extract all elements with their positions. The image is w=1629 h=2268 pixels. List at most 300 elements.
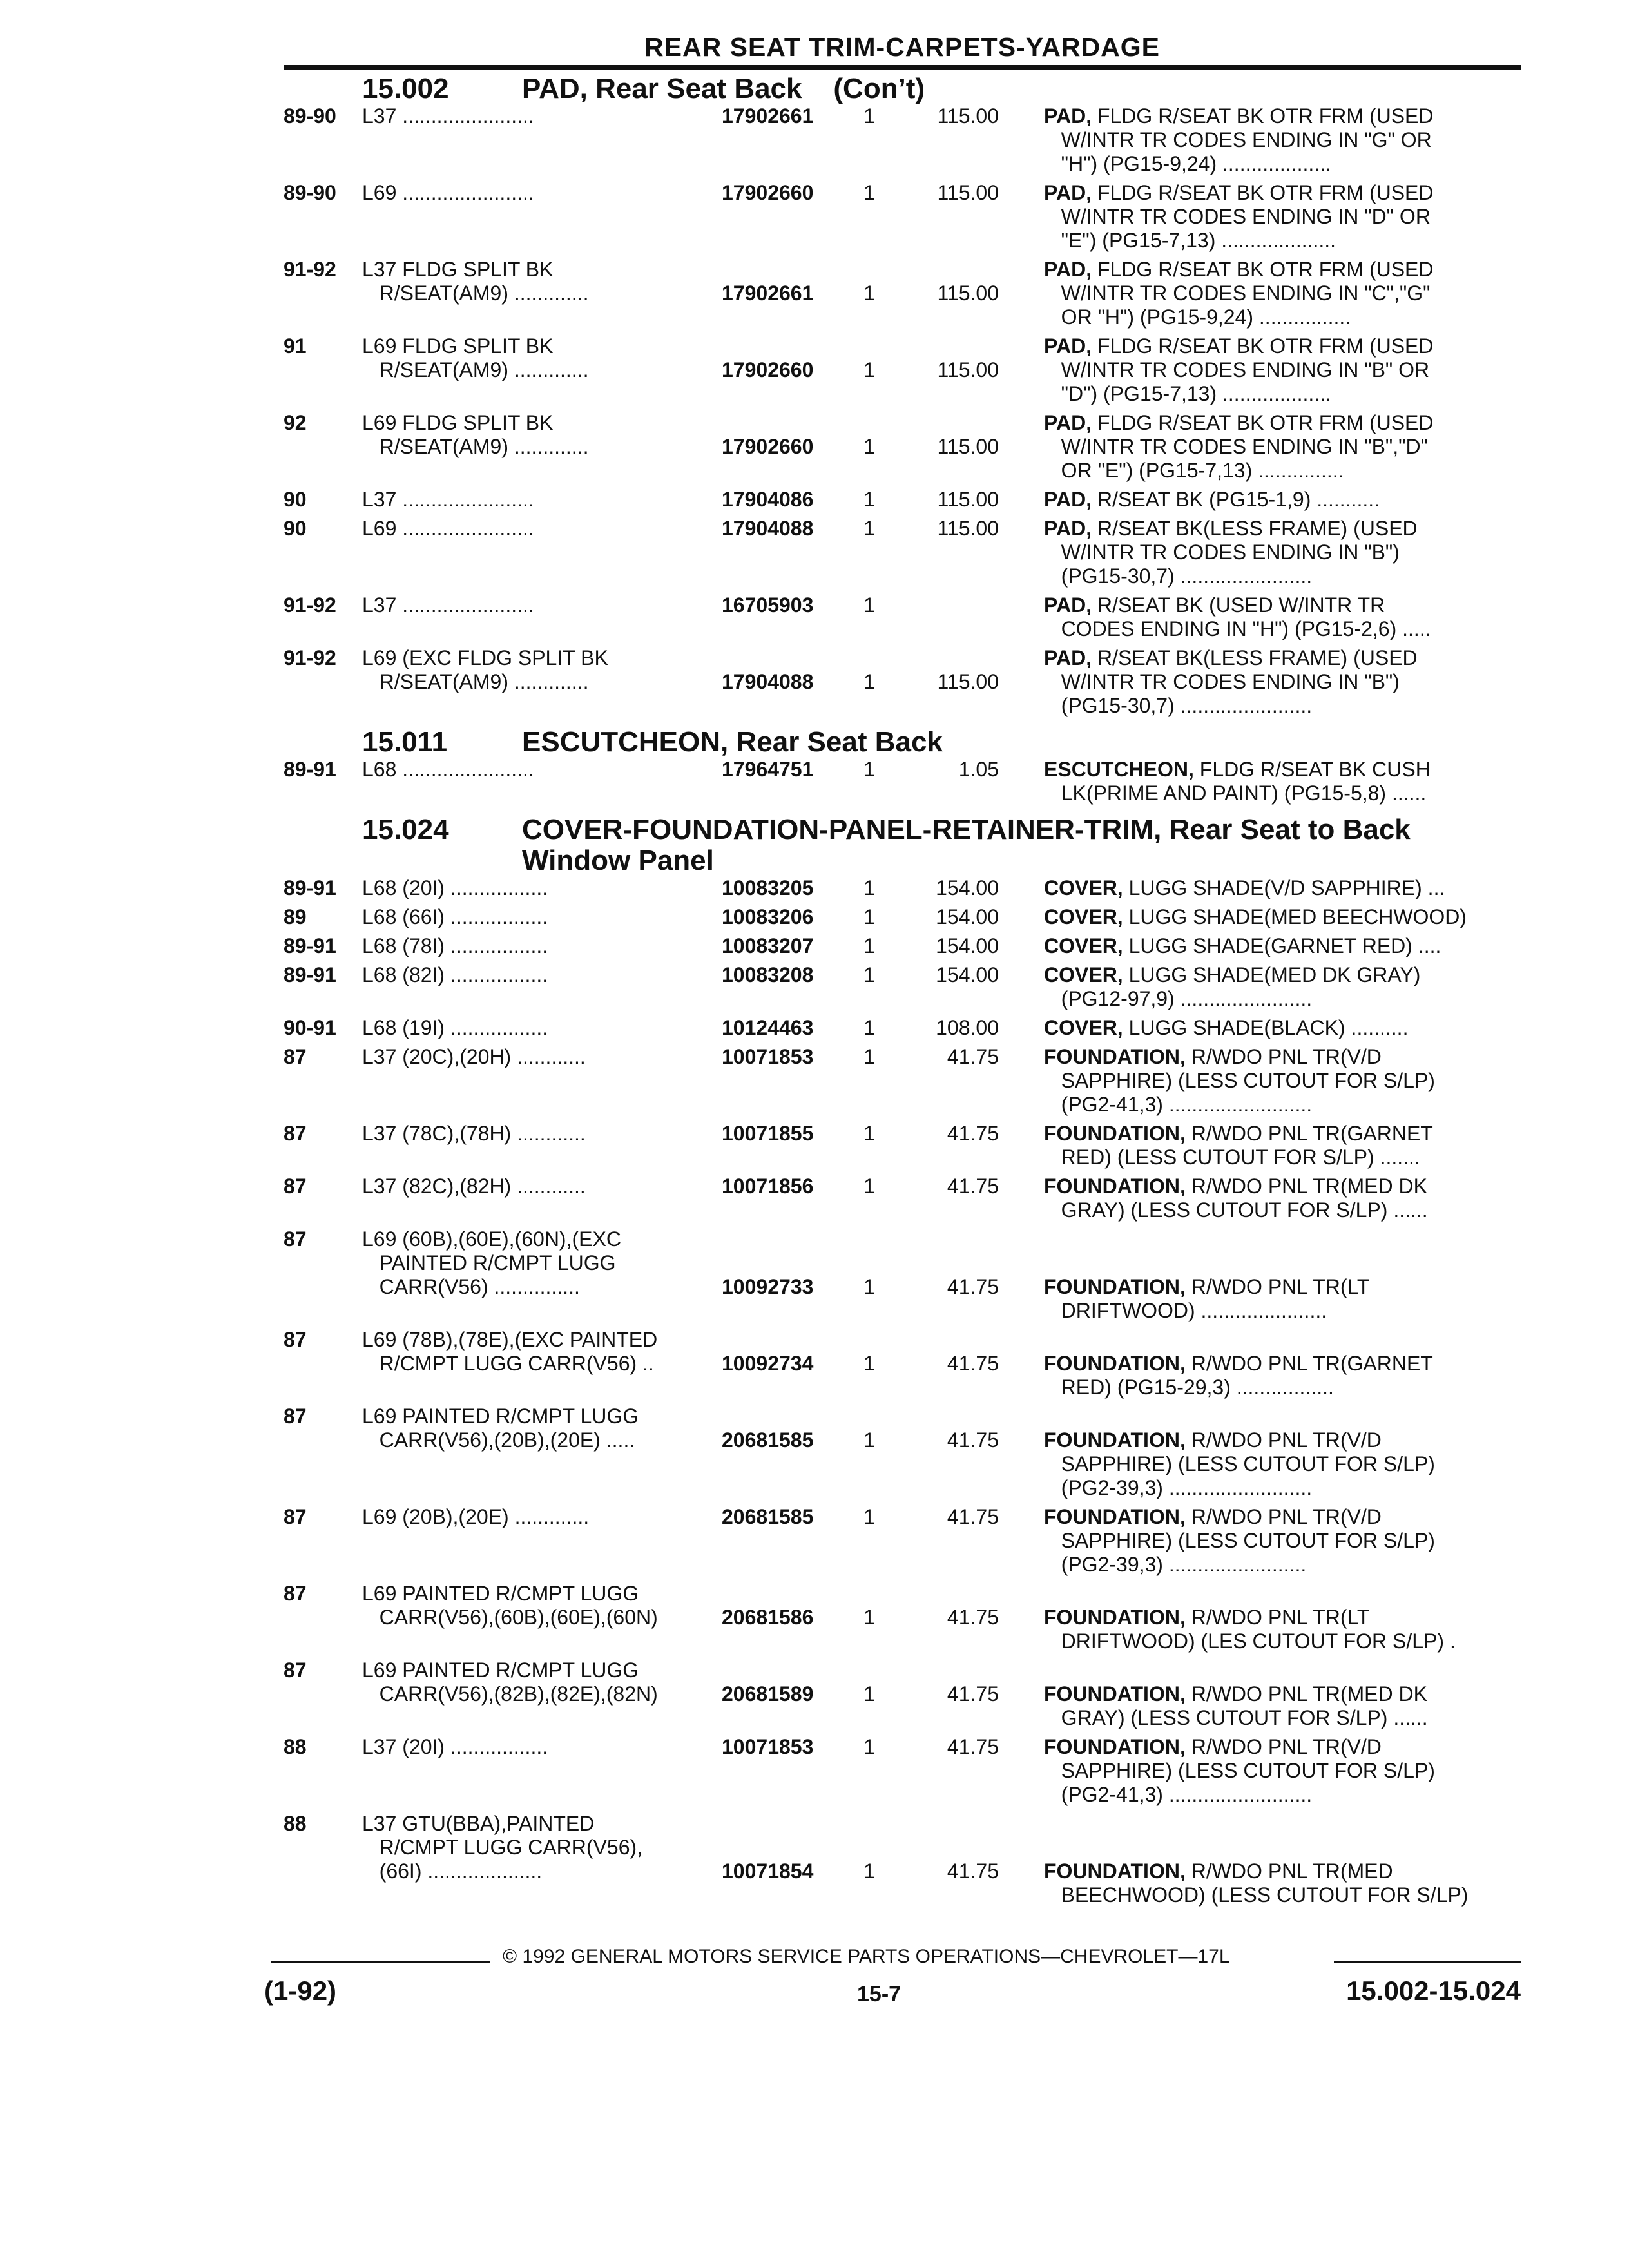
description-line bbox=[1044, 1529, 1521, 1553]
price: 115.00 bbox=[937, 435, 999, 458]
model-line: (66I) .................... bbox=[362, 1860, 543, 1883]
description-text: OR "H") (PG15-9,24) ................ bbox=[1044, 305, 1351, 329]
description-line bbox=[1044, 1275, 1521, 1299]
description-text: W/INTR TR CODES ENDING IN "B") bbox=[1044, 670, 1400, 693]
description-line bbox=[1044, 1759, 1521, 1783]
price: 41.75 bbox=[947, 1428, 999, 1452]
description-text: GRAY) (LESS CUTOUT FOR S/LP) ...... bbox=[1044, 1706, 1428, 1729]
description-line bbox=[1044, 1146, 1521, 1169]
model-application bbox=[362, 488, 715, 512]
section-number: 15.011 bbox=[362, 726, 448, 758]
part-description bbox=[1044, 258, 1521, 329]
quantity: 1 bbox=[863, 1735, 875, 1758]
quantity: 1 bbox=[863, 181, 875, 204]
description-line bbox=[1044, 205, 1521, 229]
quantity: 1 bbox=[863, 1352, 875, 1375]
part-description bbox=[1044, 411, 1521, 483]
description-line bbox=[1044, 334, 1521, 358]
parts-entry-row bbox=[284, 1405, 1521, 1505]
model-line: L68 (82I) ................. bbox=[362, 963, 548, 986]
description-text: "D") (PG15-7,13) ................... bbox=[1044, 382, 1331, 405]
part-number: 10083208 bbox=[722, 963, 814, 986]
model-line: L69 ....................... bbox=[362, 517, 534, 540]
part-description bbox=[1044, 1352, 1521, 1399]
description-line bbox=[1044, 181, 1521, 205]
description-name: COVER, bbox=[1044, 1016, 1129, 1039]
section-title bbox=[522, 727, 1521, 758]
description-line bbox=[1044, 435, 1521, 459]
model-line: L37 ....................... bbox=[362, 593, 534, 617]
description-text: R/WDO PNL TR(V/D bbox=[1191, 1045, 1382, 1068]
description-name: FOUNDATION, bbox=[1044, 1682, 1191, 1706]
footer-rule-right bbox=[1334, 1961, 1521, 1963]
price: 154.00 bbox=[936, 905, 999, 928]
section-title-text: PAD, Rear Seat Back bbox=[522, 73, 802, 104]
quantity: 1 bbox=[863, 104, 875, 128]
description-text: R/WDO PNL TR(GARNET bbox=[1191, 1122, 1433, 1145]
description-name: FOUNDATION, bbox=[1044, 1505, 1191, 1528]
description-name: COVER, bbox=[1044, 876, 1129, 899]
parts-entry-row bbox=[284, 905, 1521, 934]
description-text: SAPPHIRE) (LESS CUTOUT FOR S/LP) bbox=[1044, 1759, 1435, 1782]
model-line: L37 FLDG SPLIT BK bbox=[362, 258, 554, 281]
model-line: L37 (20I) ................. bbox=[362, 1735, 548, 1758]
description-text: R/WDO PNL TR(LT bbox=[1191, 1275, 1370, 1298]
parts-entry-row bbox=[284, 1582, 1521, 1658]
part-number: 10071855 bbox=[722, 1122, 814, 1145]
description-text: R/WDO PNL TR(MED DK bbox=[1191, 1175, 1427, 1198]
part-number: 17902661 bbox=[722, 282, 814, 305]
quantity: 1 bbox=[863, 758, 875, 781]
description-line bbox=[1044, 382, 1521, 406]
page-title: REAR SEAT TRIM-CARPETS-YARDAGE bbox=[644, 32, 1160, 62]
model-application bbox=[362, 181, 715, 205]
model-year: 90 bbox=[284, 488, 307, 511]
description-line bbox=[1044, 541, 1521, 564]
part-number: 17904088 bbox=[722, 670, 814, 693]
description-text: R/WDO PNL TR(V/D bbox=[1191, 1735, 1382, 1758]
description-text: DRIFTWOOD) (LES CUTOUT FOR S/LP) . bbox=[1044, 1629, 1456, 1653]
description-text: FLDG R/SEAT BK OTR FRM (USED bbox=[1097, 334, 1434, 358]
model-line: L37 (82C),(82H) ............ bbox=[362, 1175, 586, 1198]
part-number: 17902660 bbox=[722, 435, 814, 458]
description-line bbox=[1044, 488, 1521, 512]
quantity: 1 bbox=[863, 1175, 875, 1198]
parts-entry-row bbox=[284, 963, 1521, 1016]
part-description bbox=[1044, 181, 1521, 253]
part-number: 10071853 bbox=[722, 1045, 814, 1068]
description-text: LUGG SHADE(GARNET RED) .... bbox=[1128, 934, 1441, 957]
description-line bbox=[1044, 1629, 1521, 1653]
parts-entry-row bbox=[284, 1175, 1521, 1227]
price: 41.75 bbox=[947, 1735, 999, 1758]
quantity: 1 bbox=[863, 1860, 875, 1883]
description-line bbox=[1044, 876, 1521, 900]
parts-entry-row bbox=[284, 1122, 1521, 1175]
model-line: R/SEAT(AM9) ............. bbox=[362, 435, 589, 458]
section-heading bbox=[284, 814, 1521, 876]
description-text: OR "E") (PG15-7,13) ............... bbox=[1044, 459, 1344, 482]
description-line bbox=[1044, 1505, 1521, 1529]
model-year: 87 bbox=[284, 1658, 307, 1682]
description-name: PAD, bbox=[1044, 334, 1097, 358]
parts-entry-row bbox=[284, 646, 1521, 723]
part-number: 10083205 bbox=[722, 876, 814, 899]
quantity: 1 bbox=[863, 1428, 875, 1452]
model-year: 88 bbox=[284, 1735, 307, 1758]
model-application bbox=[362, 1122, 715, 1146]
model-application bbox=[362, 758, 715, 782]
quantity: 1 bbox=[863, 670, 875, 693]
description-text: CODES ENDING IN "H") (PG15-2,6) ..... bbox=[1044, 617, 1431, 640]
description-name: ESCUTCHEON, bbox=[1044, 758, 1200, 781]
description-name: PAD, bbox=[1044, 646, 1097, 669]
quantity: 1 bbox=[863, 963, 875, 986]
footer-rule-left bbox=[271, 1961, 490, 1963]
parts-entry-row bbox=[284, 1735, 1521, 1812]
description-line bbox=[1044, 1376, 1521, 1399]
model-line: L68 (78I) ................. bbox=[362, 934, 548, 957]
description-text: W/INTR TR CODES ENDING IN "B" OR bbox=[1044, 358, 1430, 381]
model-line: R/CMPT LUGG CARR(V56) .. bbox=[362, 1352, 654, 1375]
parts-entry-row bbox=[284, 1016, 1521, 1045]
price: 115.00 bbox=[937, 358, 999, 381]
description-text: R/WDO PNL TR(MED bbox=[1191, 1860, 1393, 1883]
quantity: 1 bbox=[863, 358, 875, 381]
model-line: L37 GTU(BBA),PAINTED bbox=[362, 1812, 595, 1835]
description-line bbox=[1044, 934, 1521, 958]
footer-section-range: 15.002-15.024 bbox=[1346, 1975, 1521, 2006]
description-line bbox=[1044, 128, 1521, 152]
parts-entry-row bbox=[284, 593, 1521, 646]
section-number: 15.024 bbox=[362, 814, 449, 845]
quantity: 1 bbox=[863, 1505, 875, 1528]
model-line: L68 ....................... bbox=[362, 758, 534, 781]
quantity: 1 bbox=[863, 517, 875, 540]
model-year: 89 bbox=[284, 905, 307, 928]
model-application bbox=[362, 1405, 715, 1452]
description-text: FLDG R/SEAT BK OTR FRM (USED bbox=[1097, 258, 1434, 281]
price: 154.00 bbox=[936, 876, 999, 899]
footer-date: (1-92) bbox=[264, 1975, 337, 2006]
part-number: 17964751 bbox=[722, 758, 814, 781]
description-text: (PG2-41,3) ......................... bbox=[1044, 1783, 1313, 1806]
description-name: FOUNDATION, bbox=[1044, 1860, 1191, 1883]
price: 115.00 bbox=[937, 670, 999, 693]
description-line bbox=[1044, 1198, 1521, 1222]
quantity: 1 bbox=[863, 1275, 875, 1298]
part-number: 17902660 bbox=[722, 358, 814, 381]
description-line bbox=[1044, 670, 1521, 694]
section-number: 15.002 bbox=[362, 73, 449, 104]
model-application bbox=[362, 593, 715, 617]
description-text: W/INTR TR CODES ENDING IN "C","G" bbox=[1044, 282, 1431, 305]
price: 41.75 bbox=[947, 1606, 999, 1629]
description-text: (PG15-30,7) ....................... bbox=[1044, 694, 1313, 717]
model-year: 91-92 bbox=[284, 593, 336, 617]
description-name: PAD, bbox=[1044, 104, 1097, 128]
description-line bbox=[1044, 1299, 1521, 1323]
quantity: 1 bbox=[863, 1045, 875, 1068]
description-text: RED) (PG15-29,3) ................. bbox=[1044, 1376, 1334, 1399]
part-number: 10124463 bbox=[722, 1016, 814, 1039]
model-line: L37 ....................... bbox=[362, 104, 534, 128]
description-name: PAD, bbox=[1044, 181, 1097, 204]
description-text: W/INTR TR CODES ENDING IN "B","D" bbox=[1044, 435, 1428, 458]
part-number: 10083206 bbox=[722, 905, 814, 928]
description-name: PAD, bbox=[1044, 593, 1097, 617]
part-number: 10092734 bbox=[722, 1352, 814, 1375]
quantity: 1 bbox=[863, 905, 875, 928]
description-line bbox=[1044, 411, 1521, 435]
quantity: 1 bbox=[863, 488, 875, 511]
description-line bbox=[1044, 459, 1521, 483]
price: 41.75 bbox=[947, 1860, 999, 1883]
quantity: 1 bbox=[863, 1016, 875, 1039]
model-application bbox=[362, 1328, 715, 1376]
footer-copyright: © 1992 GENERAL MOTORS SERVICE PARTS OPERATIONS—CHEVROLET—17L bbox=[503, 1946, 1230, 1967]
sections-container bbox=[284, 73, 1521, 1912]
quantity: 1 bbox=[863, 1682, 875, 1706]
description-name: PAD, bbox=[1044, 411, 1097, 434]
quantity: 1 bbox=[863, 1606, 875, 1629]
description-text: R/WDO PNL TR(V/D bbox=[1191, 1505, 1382, 1528]
model-application bbox=[362, 517, 715, 541]
description-line bbox=[1044, 1783, 1521, 1807]
parts-entry-row bbox=[284, 411, 1521, 488]
parts-entry-row bbox=[284, 1227, 1521, 1328]
description-text: (PG12-97,9) ....................... bbox=[1044, 987, 1313, 1010]
model-year: 91 bbox=[284, 334, 307, 358]
description-line bbox=[1044, 1735, 1521, 1759]
part-number: 20681585 bbox=[722, 1505, 814, 1528]
part-number: 17904088 bbox=[722, 517, 814, 540]
footer-page-number: 15-7 bbox=[857, 1982, 901, 2006]
model-application bbox=[362, 905, 715, 929]
title-rule bbox=[284, 65, 1521, 70]
description-name: FOUNDATION, bbox=[1044, 1428, 1191, 1452]
description-name: PAD, bbox=[1044, 258, 1097, 281]
model-application bbox=[362, 258, 715, 305]
model-line: L69 PAINTED R/CMPT LUGG bbox=[362, 1405, 639, 1428]
description-text: W/INTR TR CODES ENDING IN "G" OR bbox=[1044, 128, 1432, 151]
description-line bbox=[1044, 517, 1521, 541]
price: 115.00 bbox=[937, 104, 999, 128]
model-year: 87 bbox=[284, 1175, 307, 1198]
part-number: 16705903 bbox=[722, 593, 814, 617]
description-text: BEECHWOOD) (LESS CUTOUT FOR S/LP) bbox=[1044, 1883, 1469, 1907]
part-number: 17902660 bbox=[722, 181, 814, 204]
part-description bbox=[1044, 963, 1521, 1011]
model-application bbox=[362, 1045, 715, 1069]
model-year: 87 bbox=[284, 1122, 307, 1145]
description-name: COVER, bbox=[1044, 934, 1129, 957]
part-number: 10071853 bbox=[722, 1735, 814, 1758]
parts-entry-row bbox=[284, 876, 1521, 905]
part-description bbox=[1044, 1860, 1521, 1907]
description-text: LUGG SHADE(MED BEECHWOOD) bbox=[1128, 905, 1467, 928]
description-text: FLDG R/SEAT BK OTR FRM (USED bbox=[1097, 104, 1434, 128]
price: 41.75 bbox=[947, 1352, 999, 1375]
model-line: R/SEAT(AM9) ............. bbox=[362, 670, 589, 693]
price: 41.75 bbox=[947, 1122, 999, 1145]
quantity: 1 bbox=[863, 435, 875, 458]
description-text: SAPPHIRE) (LESS CUTOUT FOR S/LP) bbox=[1044, 1452, 1435, 1475]
description-text: R/WDO PNL TR(GARNET bbox=[1191, 1352, 1433, 1375]
part-number: 10092733 bbox=[722, 1275, 814, 1298]
description-text: R/SEAT BK (USED W/INTR TR bbox=[1097, 593, 1385, 617]
description-text: LK(PRIME AND PAINT) (PG15-5,8) ...... bbox=[1044, 782, 1427, 805]
quantity: 1 bbox=[863, 934, 875, 957]
price: 115.00 bbox=[937, 488, 999, 511]
parts-entry-row bbox=[284, 488, 1521, 517]
section-title-text: COVER-FOUNDATION-PANEL-RETAINER-TRIM, Rear Seat to Back bbox=[522, 814, 1411, 845]
description-text: W/INTR TR CODES ENDING IN "B") bbox=[1044, 541, 1400, 564]
price: 41.75 bbox=[947, 1275, 999, 1298]
parts-entry-row bbox=[284, 934, 1521, 963]
description-line bbox=[1044, 758, 1521, 782]
description-line bbox=[1044, 305, 1521, 329]
part-number: 20681585 bbox=[722, 1428, 814, 1452]
model-line: L69 (78B),(78E),(EXC PAINTED bbox=[362, 1328, 658, 1351]
description-line bbox=[1044, 1553, 1521, 1577]
part-number: 17904086 bbox=[722, 488, 814, 511]
part-description bbox=[1044, 1045, 1521, 1117]
part-description bbox=[1044, 1505, 1521, 1577]
part-number: 17902661 bbox=[722, 104, 814, 128]
description-line bbox=[1044, 1428, 1521, 1452]
price: 1.05 bbox=[958, 758, 999, 781]
price: 154.00 bbox=[936, 934, 999, 957]
model-application bbox=[362, 1227, 715, 1299]
description-line bbox=[1044, 646, 1521, 670]
part-description bbox=[1044, 1606, 1521, 1653]
model-line: L68 (66I) ................. bbox=[362, 905, 548, 928]
description-line bbox=[1044, 963, 1521, 987]
model-application bbox=[362, 104, 715, 128]
price: 41.75 bbox=[947, 1045, 999, 1068]
model-line: CARR(V56),(20B),(20E) ..... bbox=[362, 1428, 635, 1452]
model-application bbox=[362, 1505, 715, 1529]
model-line: PAINTED R/CMPT LUGG bbox=[362, 1251, 616, 1274]
parts-entry-row bbox=[284, 1045, 1521, 1122]
model-year: 90 bbox=[284, 517, 307, 540]
model-year: 89-91 bbox=[284, 758, 336, 781]
page-footer bbox=[264, 1946, 1521, 2017]
model-line: L69 (EXC FLDG SPLIT BK bbox=[362, 646, 608, 669]
section-heading bbox=[284, 73, 1521, 104]
part-description bbox=[1044, 1122, 1521, 1169]
description-line bbox=[1044, 617, 1521, 641]
model-year: 89-91 bbox=[284, 934, 336, 957]
model-year: 88 bbox=[284, 1812, 307, 1835]
description-text: "E") (PG15-7,13) .................... bbox=[1044, 229, 1336, 252]
description-text: R/SEAT BK(LESS FRAME) (USED bbox=[1097, 646, 1418, 669]
description-name: COVER, bbox=[1044, 905, 1129, 928]
part-number: 10071854 bbox=[722, 1860, 814, 1883]
description-name: FOUNDATION, bbox=[1044, 1045, 1191, 1068]
model-application bbox=[362, 1735, 715, 1759]
description-name: FOUNDATION, bbox=[1044, 1122, 1191, 1145]
model-application bbox=[362, 334, 715, 382]
part-number: 20681589 bbox=[722, 1682, 814, 1706]
parts-entry-row bbox=[284, 334, 1521, 411]
description-text: (PG2-39,3) ........................ bbox=[1044, 1553, 1307, 1576]
part-number: 10083207 bbox=[722, 934, 814, 957]
parts-entry-row bbox=[284, 1812, 1521, 1912]
price: 154.00 bbox=[936, 963, 999, 986]
model-year: 87 bbox=[284, 1328, 307, 1351]
description-line bbox=[1044, 987, 1521, 1011]
part-description bbox=[1044, 1428, 1521, 1500]
model-year: 87 bbox=[284, 1405, 307, 1428]
model-application bbox=[362, 1658, 715, 1706]
price: 108.00 bbox=[936, 1016, 999, 1039]
description-line bbox=[1044, 104, 1521, 128]
description-line bbox=[1044, 593, 1521, 617]
description-line bbox=[1044, 229, 1521, 253]
model-application bbox=[362, 411, 715, 459]
model-line: L69 (20B),(20E) ............. bbox=[362, 1505, 590, 1528]
section-title-suffix: (Con’t) bbox=[802, 73, 925, 104]
model-line: L69 PAINTED R/CMPT LUGG bbox=[362, 1582, 639, 1605]
part-description bbox=[1044, 1275, 1521, 1323]
part-description bbox=[1044, 593, 1521, 641]
price: 115.00 bbox=[937, 517, 999, 540]
model-year: 91-92 bbox=[284, 646, 336, 669]
model-year: 91-92 bbox=[284, 258, 336, 281]
model-line: R/SEAT(AM9) ............. bbox=[362, 282, 589, 305]
model-line: L37 (78C),(78H) ............ bbox=[362, 1122, 586, 1145]
model-year: 89-91 bbox=[284, 963, 336, 986]
description-text: (PG2-41,3) ......................... bbox=[1044, 1093, 1313, 1116]
description-text: "H") (PG15-9,24) ................... bbox=[1044, 152, 1331, 175]
description-name: PAD, bbox=[1044, 488, 1097, 511]
price: 41.75 bbox=[947, 1682, 999, 1706]
description-line bbox=[1044, 1860, 1521, 1883]
parts-entry-row bbox=[284, 104, 1521, 181]
model-year: 92 bbox=[284, 411, 307, 434]
model-year: 90-91 bbox=[284, 1016, 336, 1039]
model-application bbox=[362, 646, 715, 694]
description-text: R/WDO PNL TR(V/D bbox=[1191, 1428, 1382, 1452]
parts-entry-row bbox=[284, 517, 1521, 593]
description-text: (PG2-39,3) ......................... bbox=[1044, 1476, 1313, 1499]
description-text: FLDG R/SEAT BK CUSH bbox=[1199, 758, 1431, 781]
description-line bbox=[1044, 1452, 1521, 1476]
part-description bbox=[1044, 876, 1521, 900]
price: 115.00 bbox=[937, 282, 999, 305]
description-line bbox=[1044, 1016, 1521, 1040]
price: 115.00 bbox=[937, 181, 999, 204]
description-line bbox=[1044, 282, 1521, 305]
description-line bbox=[1044, 358, 1521, 382]
parts-entry-row bbox=[284, 258, 1521, 334]
model-line: L37 (20C),(20H) ............ bbox=[362, 1045, 586, 1068]
description-text: GRAY) (LESS CUTOUT FOR S/LP) ...... bbox=[1044, 1198, 1428, 1222]
model-line: L69 FLDG SPLIT BK bbox=[362, 334, 554, 358]
model-application bbox=[362, 1016, 715, 1040]
model-application bbox=[362, 934, 715, 958]
part-description bbox=[1044, 104, 1521, 176]
parts-entry-row bbox=[284, 181, 1521, 258]
model-line: R/CMPT LUGG CARR(V56), bbox=[362, 1836, 643, 1859]
description-text: W/INTR TR CODES ENDING IN "D" OR bbox=[1044, 205, 1431, 228]
model-line: L69 FLDG SPLIT BK bbox=[362, 411, 554, 434]
section-title bbox=[522, 73, 1521, 104]
description-text: R/WDO PNL TR(MED DK bbox=[1191, 1682, 1427, 1706]
parts-entry-row bbox=[284, 758, 1521, 811]
